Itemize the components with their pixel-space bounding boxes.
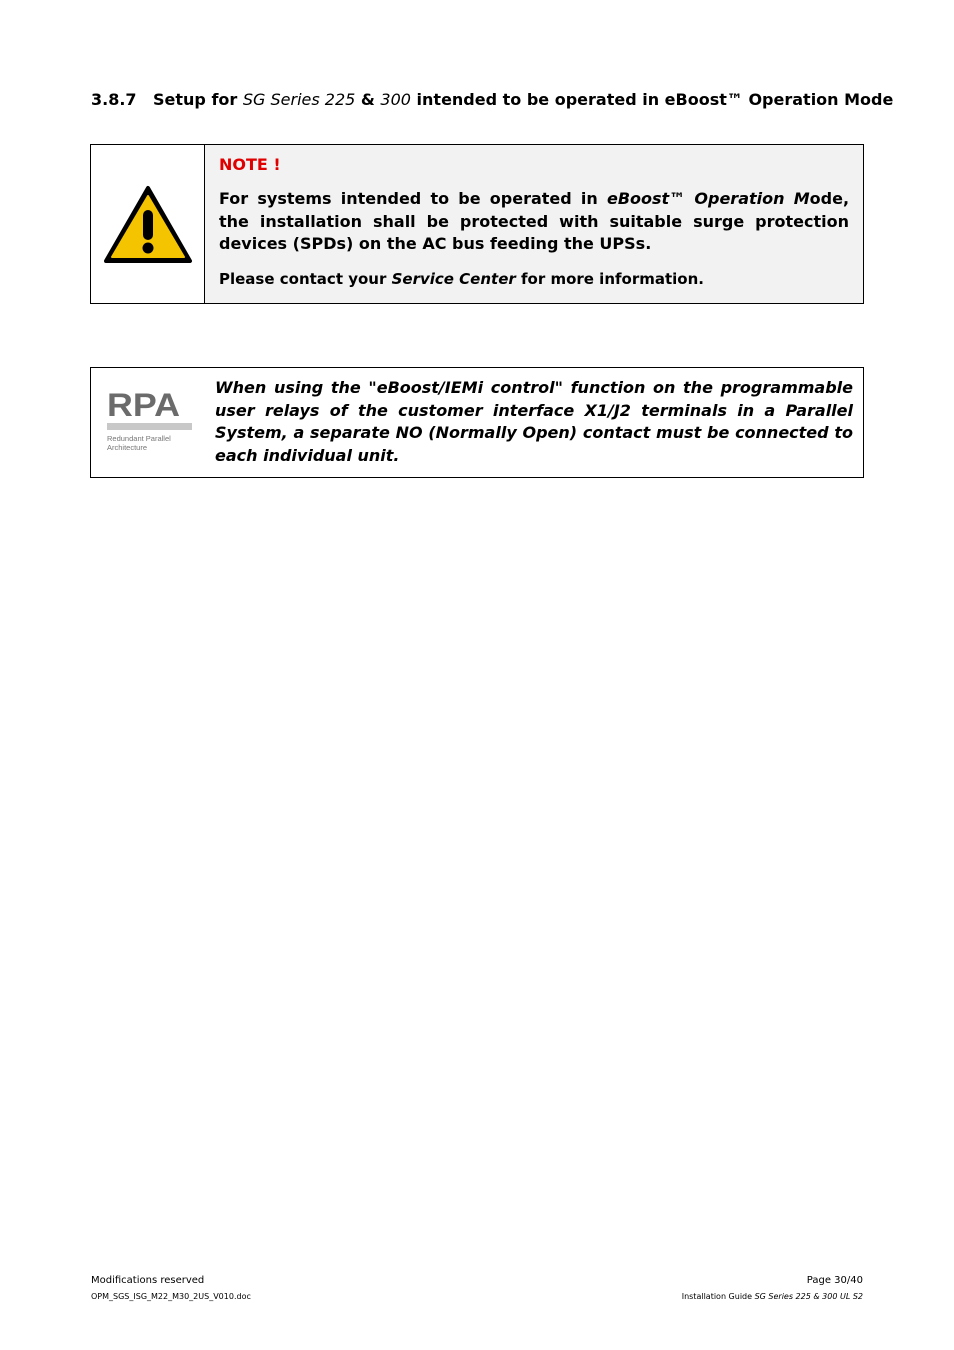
rpa-logo <box>91 368 211 477</box>
section-number: 3.8.7 <box>91 90 137 109</box>
note-text-cell <box>205 145 863 303</box>
rpa-logo-letters: RPA <box>107 387 181 423</box>
footer-guide-text: Installation Guide <box>681 1292 755 1301</box>
note-contact-text-2: for more information. <box>515 269 704 288</box>
rpa-logo-bar <box>107 423 192 430</box>
footer-guide-title <box>682 1292 863 1301</box>
rpa-text: When using the "eBoost/IEMi control" function on the programmable user relays of the customer interface X1/J2 terminals in a Parallel System, a separate NO (Normally Open) contact must be connected to each individual unit. <box>215 378 853 465</box>
heading-text-1: Setup for <box>153 90 243 109</box>
footer-page-number: Page 30/40 <box>806 1275 863 1286</box>
note-contact <box>219 270 849 288</box>
footer-guide-italic: SG Series 225 & 300 UL S2 <box>754 1292 863 1301</box>
heading-text-3: intended to be operated in eBoost™ Operation Mode <box>410 90 894 109</box>
note-body-text-1: For systems intended to be operated in <box>219 189 607 208</box>
heading-text-2: & <box>355 90 381 109</box>
footer-modifications: Modifications reserved <box>91 1275 205 1286</box>
note-title: NOTE ! <box>219 155 281 174</box>
warning-triangle-icon <box>102 184 194 266</box>
note-icon-cell <box>91 145 205 303</box>
note-contact-text-1: Please contact your <box>219 269 392 288</box>
heading-italic-1: SG Series 225 <box>242 90 356 109</box>
note-body <box>219 188 849 256</box>
rpa-logo-caption <box>107 434 211 452</box>
note-body-italic: eBoost™ Operation M <box>607 189 810 208</box>
note-box <box>90 144 864 304</box>
heading-italic-2: 300 <box>380 90 411 109</box>
section-heading <box>91 90 894 109</box>
rpa-box <box>90 367 864 478</box>
rpa-caption-line2: Architecture <box>107 443 148 452</box>
footer-filename: OPM_SGS_ISG_M22_M30_2US_V010.doc <box>91 1292 251 1301</box>
note-contact-italic: Service Center <box>391 269 516 288</box>
rpa-caption-line1: Redundant Parallel <box>107 434 171 443</box>
note-body-text-2: ode, the installation shall be protected with suitable surge protection devices (SPDs) on the AC bus feeding the UPSs. <box>219 189 850 253</box>
